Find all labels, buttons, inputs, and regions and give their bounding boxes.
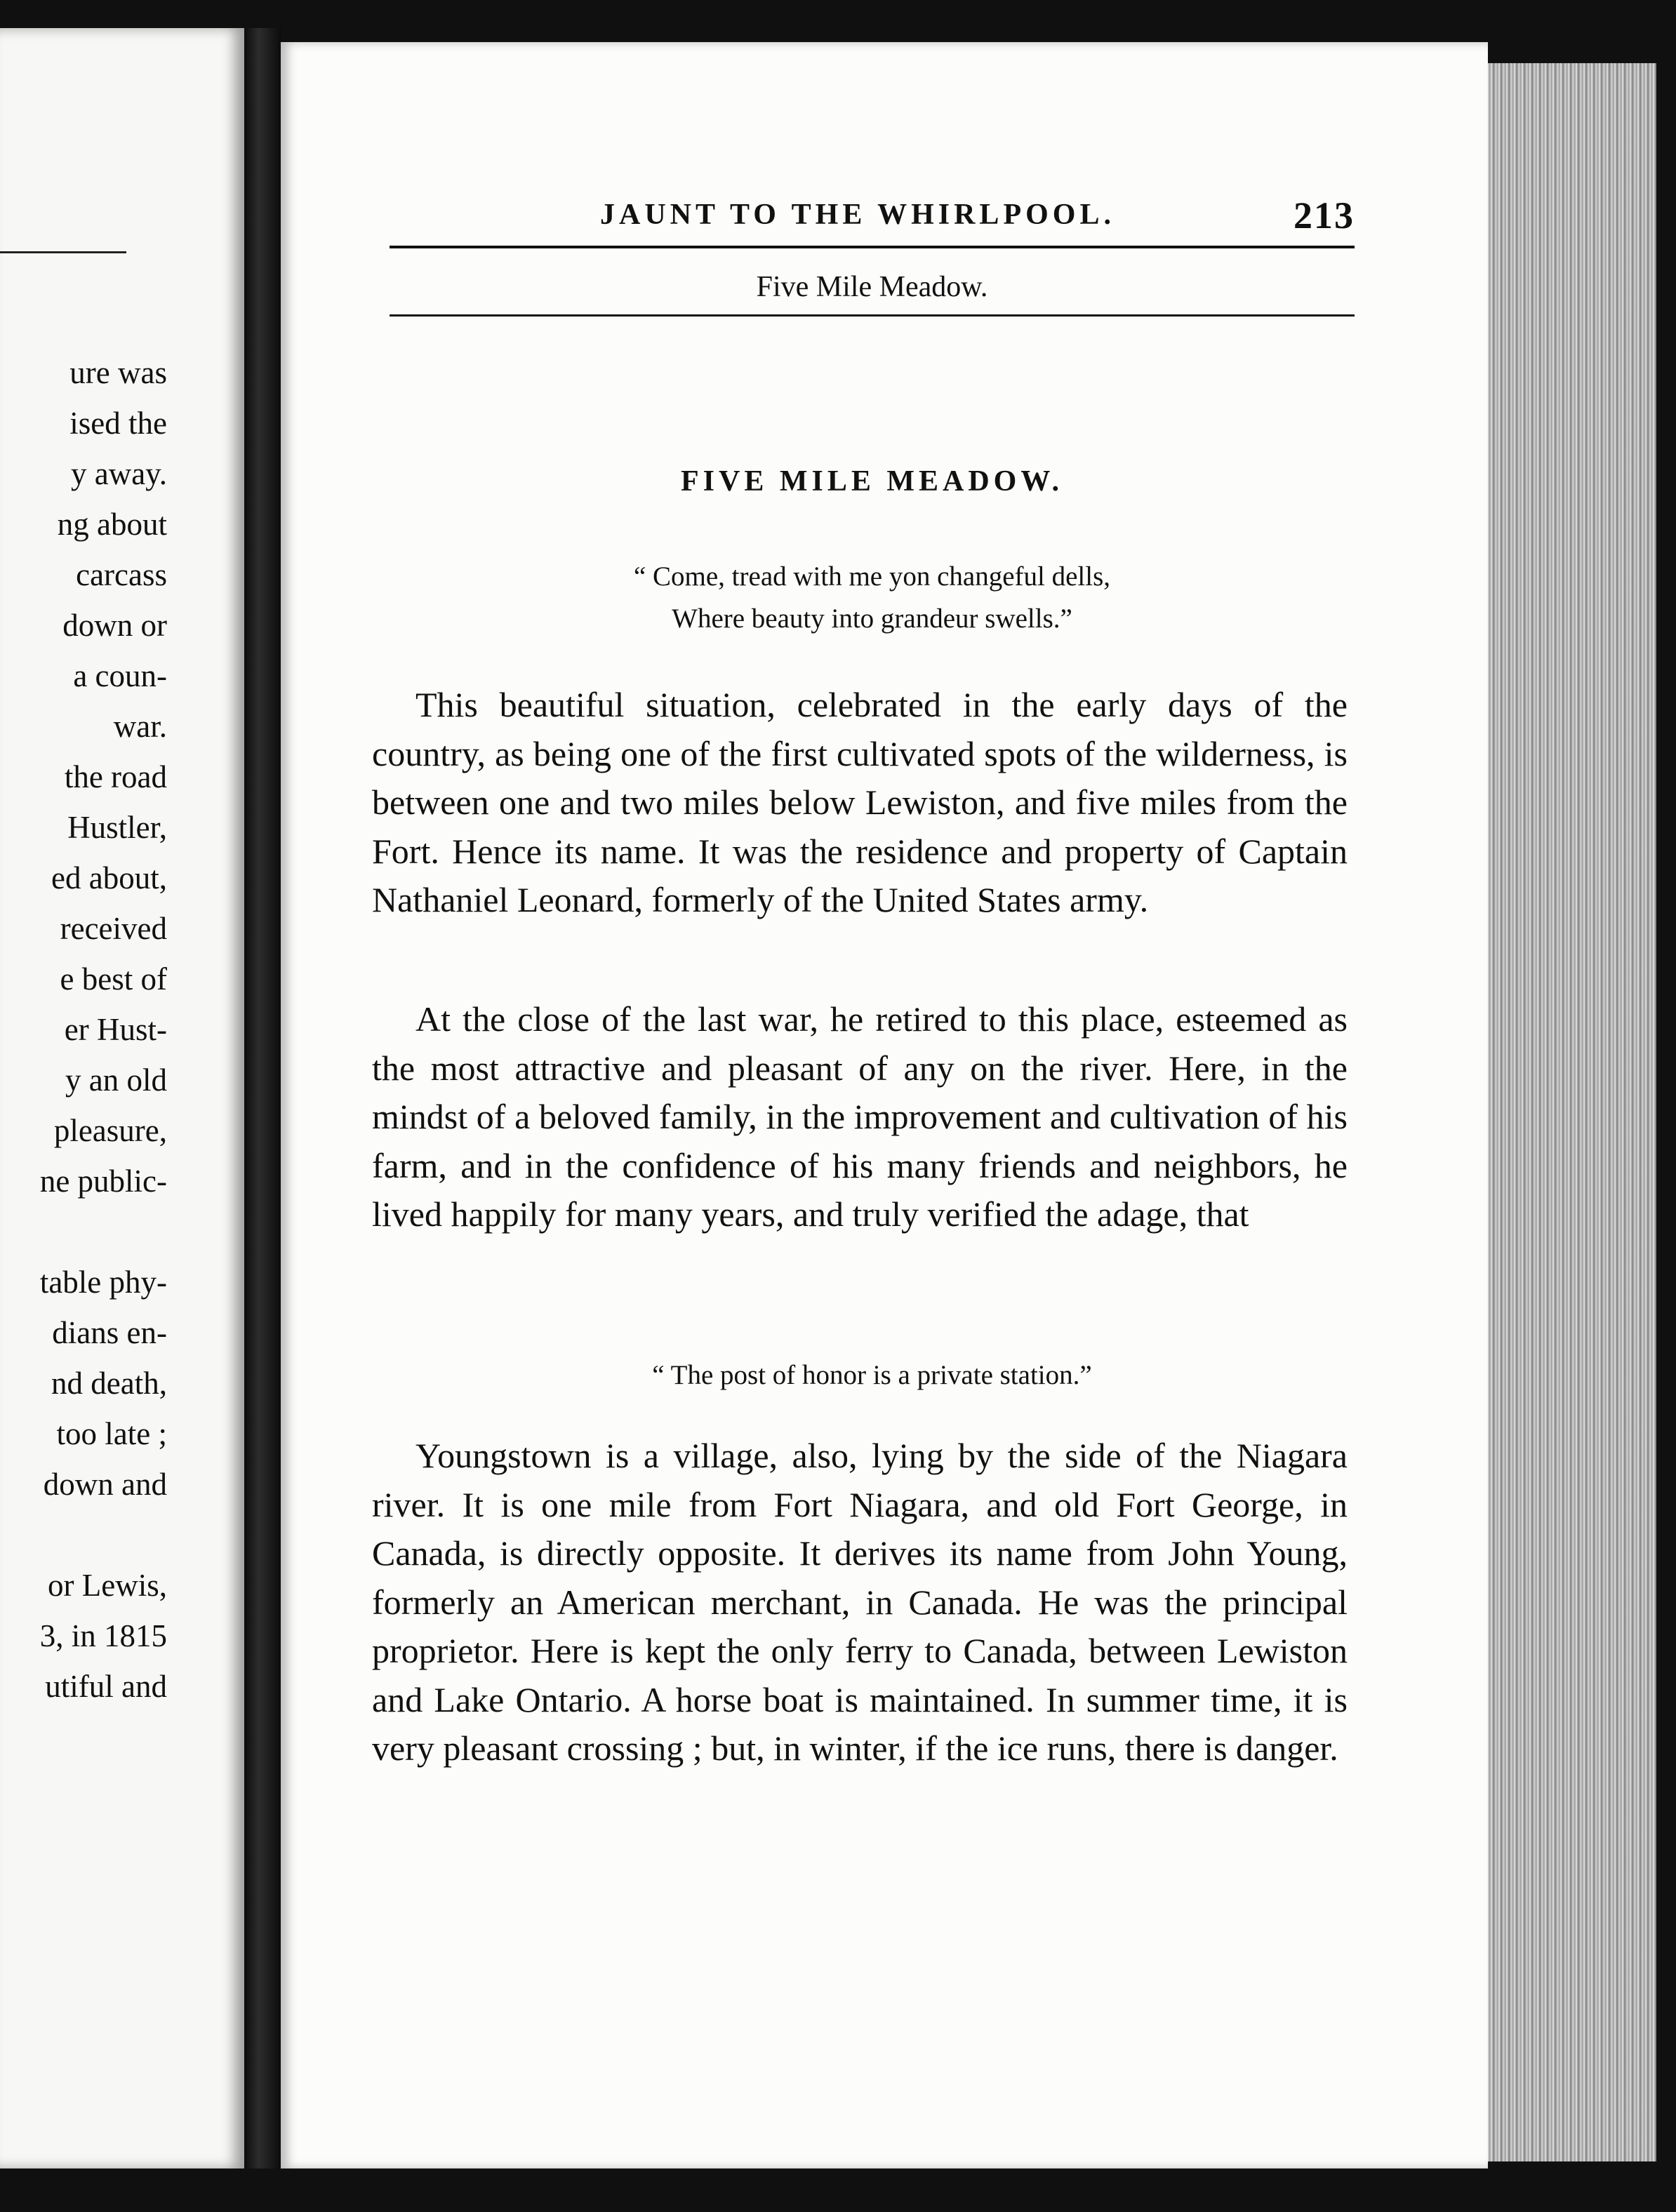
running-head [390, 191, 1355, 268]
left-page-line [0, 1510, 167, 1560]
left-page-line: er Hust- [64, 1012, 167, 1047]
left-page-line: pleasure, [53, 1113, 167, 1148]
paragraph: Youngstown is a village, also, lying by the side of the Niagara river. It is one mile from Fort Niagara, and old Fort George, in Canada, is directly opposite. It derives its name from John Young, formerly an American merchant, in Canada. He was the principal proprietor. Here is kept the only ferry to Canada, between Lewiston and Lake Ontario. A horse boat is maintained. In summer time, it is very pleasant crossing ; but, in winter, if the ice runs, there is danger. [372, 1436, 1348, 1768]
left-page-line: ne public- [39, 1164, 167, 1199]
left-page-line: or Lewis, [48, 1568, 167, 1603]
section-title: FIVE MILE MEADOW. [681, 465, 1063, 498]
page-edges [1488, 63, 1656, 2161]
left-page-line: ure was [69, 355, 167, 390]
left-page-line: a coun- [73, 658, 167, 693]
left-page-rule [0, 251, 126, 253]
left-page-line: down or [62, 608, 167, 643]
left-page-line: ng about [57, 507, 167, 542]
motto-quote: “ The post of honor is a private station.” [652, 1360, 1092, 1390]
left-page-line: received [60, 911, 167, 946]
page-number: 213 [1293, 194, 1355, 236]
left-page-line: y an old [65, 1062, 167, 1098]
left-page-line: dians en- [52, 1315, 167, 1350]
left-page-line [0, 1206, 167, 1257]
left-page-line: table phy- [39, 1265, 167, 1300]
epigraph-line: “ Come, tread with me yon changeful dells, [633, 561, 1111, 592]
left-page-line: down and [43, 1467, 167, 1502]
left-page-line: utiful and [45, 1669, 167, 1704]
left-page-line: carcass [76, 557, 167, 592]
left-page-line: too late ; [56, 1416, 167, 1451]
left-page-line: war. [113, 709, 167, 744]
left-page-line: nd death, [51, 1366, 167, 1401]
left-page-line: Hustler, [67, 810, 167, 845]
left-page-line: e best of [60, 961, 167, 997]
header-rule-top [390, 246, 1355, 248]
left-page-line: 3, in 1815 [39, 1618, 167, 1653]
left-page-line: y away. [70, 456, 167, 491]
paragraph: At the close of the last war, he retired to this place, esteemed as the most attractive and pleasant of any on the river. Here, in the mindst of a beloved family, in the improvement and cultivation of his farm, and in the confidence of his many friends and neighbors, he lived happily for many years, and truly verified the adage, that [372, 999, 1348, 1234]
epigraph-line: Where beauty into grandeur swells.” [672, 604, 1072, 634]
left-page-line: ed about, [51, 860, 167, 895]
previous-page-fragment [0, 28, 244, 2168]
book-gutter [244, 28, 281, 2168]
running-head-title: JAUNT TO THE WHIRLPOOL. [600, 199, 1115, 231]
left-page-line: ised the [69, 406, 167, 441]
paragraph: This beautiful situation, celebrated in the early days of the country, as being one of the first cultivated spots of the wilderness, is between one and two miles below Lewiston, and five miles from the Fort. Hence its name. It was the residence and property of Captain Nathaniel Leonard, formerly of the United States army. [372, 685, 1348, 919]
left-page-text [0, 347, 167, 1712]
running-subhead: Five Mile Meadow. [756, 271, 988, 303]
epigraph [390, 556, 1355, 640]
left-page-line: the road [64, 759, 167, 794]
header-rule-bottom [390, 314, 1355, 317]
